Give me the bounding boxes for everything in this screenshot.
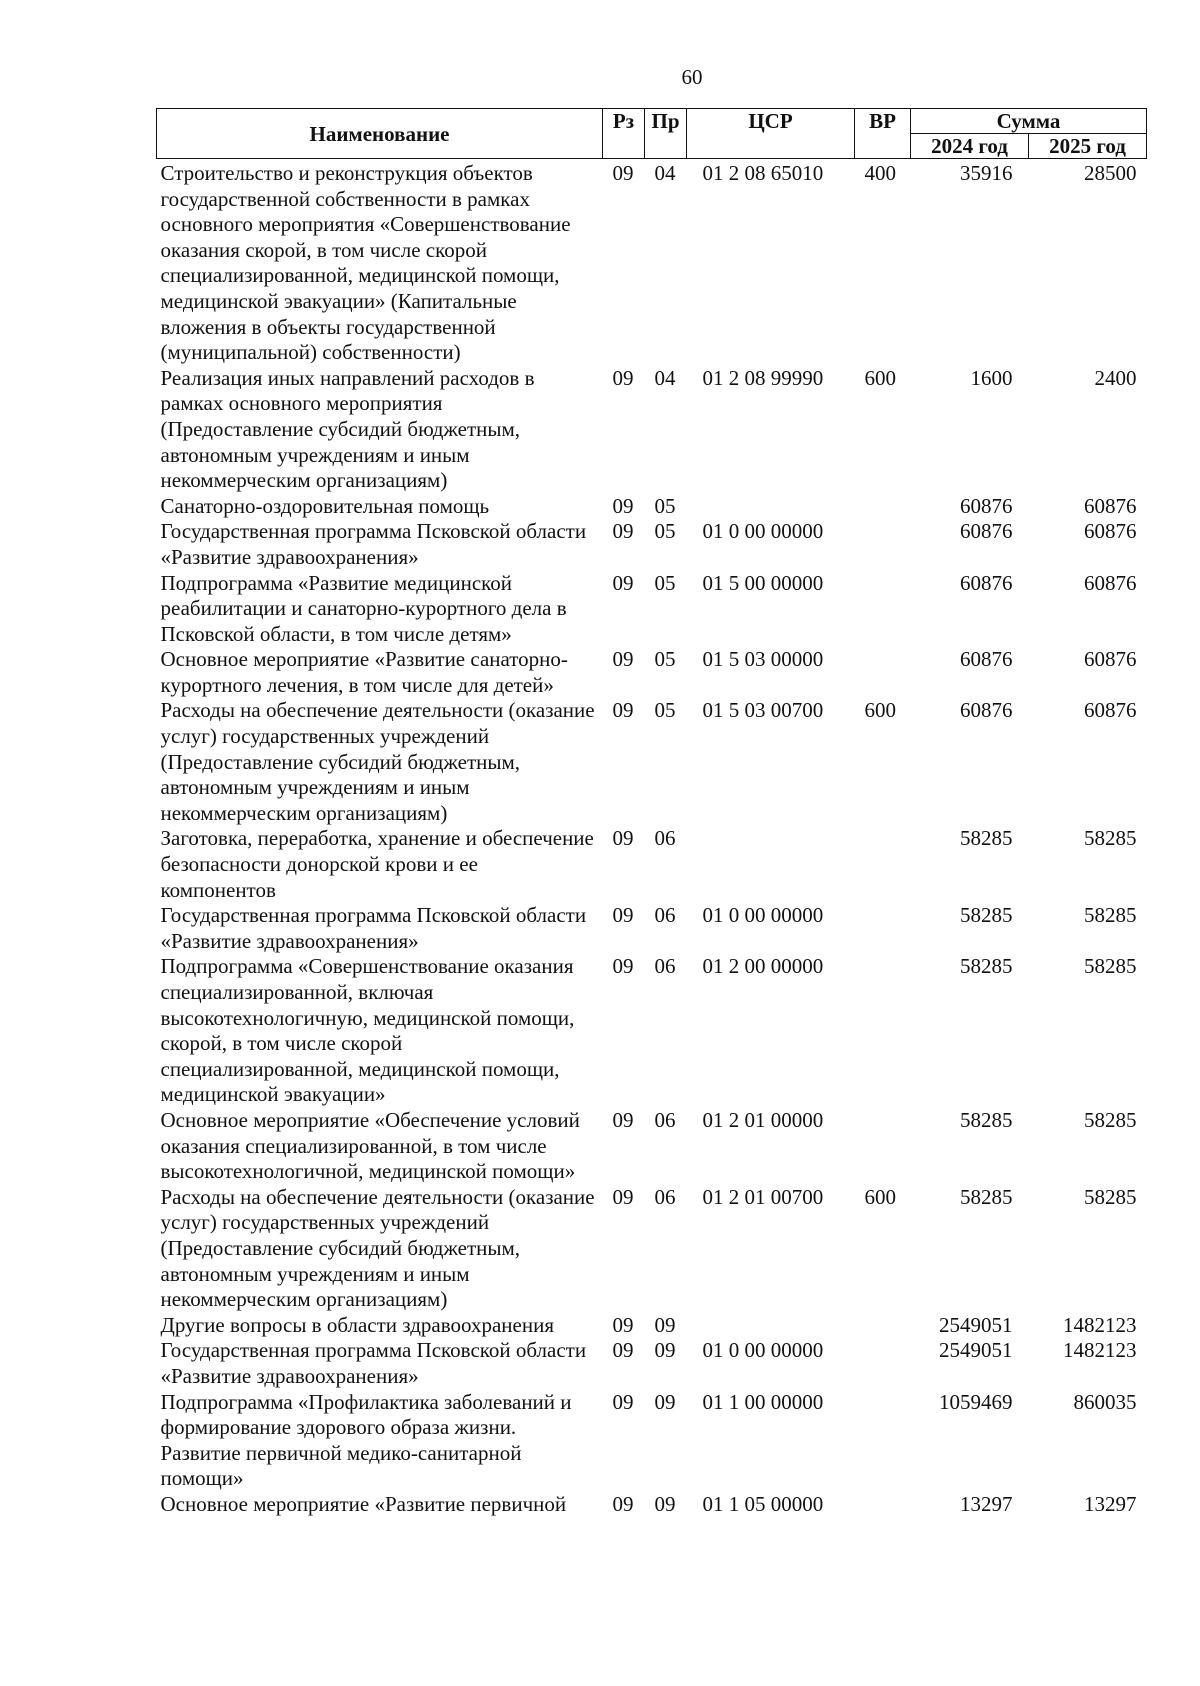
row-name: Основное мероприятие «Развитие санаторно-курортного лечения, в том числе для детей»: [160, 647, 568, 697]
row-name: Заготовка, переработка, хранение и обеспечение безопасности донорской крови и ее компонентов: [160, 826, 594, 902]
table-row: [157, 698, 1147, 826]
row-name: Подпрограмма «Профилактика заболеваний и формирование здорового образа жизни. Развитие первичной медико-санитарной помощи»: [160, 1389, 572, 1491]
row-vr: [855, 494, 911, 520]
row-csr: 01 2 08 99990: [702, 365, 824, 390]
table-row: [157, 1492, 1147, 1518]
budget-table: [156, 108, 1147, 1517]
row-csr: [687, 1313, 855, 1339]
row-pr: 04: [654, 365, 676, 390]
row-sum-2024: 2549051: [939, 1312, 1013, 1337]
row-sum-2025: 60876: [1084, 570, 1137, 595]
row-sum-2024: 60876: [960, 698, 1013, 723]
row-pr: 09: [654, 1312, 676, 1337]
row-vr: 600: [864, 365, 896, 390]
row-name: Основное мероприятие «Обеспечение условий оказания специализированной, в том числе высокотехнологичной, медицинской помощи»: [160, 1107, 580, 1184]
row-rz: 09: [612, 365, 634, 390]
row-pr: 06: [654, 1107, 676, 1132]
row-sum-2024: 58285: [960, 1184, 1013, 1209]
row-rz: 09: [612, 493, 634, 518]
row-sum-2024: 1600: [970, 365, 1013, 390]
row-vr: 600: [864, 698, 896, 723]
row-csr: 01 5 00 00000: [702, 570, 824, 595]
row-vr: [855, 571, 911, 648]
row-sum-2025: 58285: [1084, 1184, 1137, 1209]
header-sum: Сумма: [911, 109, 1147, 134]
row-sum-2025: 1482123: [1063, 1312, 1137, 1337]
table-row: [157, 647, 1147, 698]
row-vr: [855, 519, 911, 570]
header-rz: Рз: [603, 109, 645, 159]
header-csr: ЦСР: [687, 109, 855, 159]
row-vr: [855, 903, 911, 954]
row-sum-2024: 60876: [960, 493, 1013, 518]
row-csr: 01 2 00 00000: [702, 954, 824, 979]
row-csr: 01 2 01 00000: [702, 1107, 824, 1132]
row-rz: 09: [612, 519, 634, 544]
row-sum-2025: 58285: [1084, 1107, 1137, 1132]
row-sum-2024: 58285: [960, 903, 1013, 928]
row-csr: 01 0 00 00000: [702, 903, 824, 928]
row-pr: 09: [654, 1389, 676, 1414]
table-row: [157, 1185, 1147, 1313]
row-pr: 06: [654, 826, 676, 851]
row-csr: 01 5 03 00000: [702, 647, 824, 672]
row-name: Строительство и реконструкция объектов государственной собственности в рамках основного мероприятия «Совершенствование оказания скорой, в том числе скорой специализированной, медицинской помощи, медицинской эвакуации» (Капитальные вложения в объекты государственной (муниципальной) собственности): [160, 161, 571, 365]
row-sum-2025: 60876: [1084, 493, 1137, 518]
table-row: [157, 954, 1147, 1108]
table-row: [157, 366, 1147, 494]
row-csr: 01 2 08 65010: [702, 161, 824, 185]
row-sum-2025: 860035: [1073, 1389, 1137, 1414]
page-number: 60: [681, 65, 703, 89]
row-rz: 09: [612, 570, 634, 595]
row-sum-2024: 60876: [960, 570, 1013, 595]
row-rz: 09: [612, 1491, 634, 1516]
header-name: Наименование: [157, 109, 603, 159]
row-csr: [687, 494, 855, 520]
row-rz: 09: [612, 1184, 634, 1209]
row-rz: 09: [612, 954, 634, 979]
row-pr: 09: [654, 1491, 676, 1516]
row-rz: 09: [612, 698, 634, 723]
row-vr: 600: [864, 1184, 896, 1209]
row-rz: 09: [612, 161, 634, 185]
header-vr: ВР: [855, 109, 911, 159]
row-name: Основное мероприятие «Развитие первичной: [160, 1491, 567, 1516]
table-row: [157, 159, 1147, 366]
row-csr: 01 2 01 00700: [702, 1184, 824, 1209]
row-sum-2024: 13297: [960, 1491, 1013, 1516]
row-sum-2025: 60876: [1084, 519, 1137, 544]
header-year-2024: 2024 год: [911, 134, 1029, 159]
row-rz: 09: [612, 647, 634, 672]
row-pr: 05: [654, 647, 676, 672]
row-rz: 09: [612, 903, 634, 928]
row-sum-2025: 1482123: [1063, 1338, 1137, 1363]
row-sum-2024: 1059469: [939, 1389, 1013, 1414]
row-sum-2024: 2549051: [939, 1338, 1013, 1363]
row-name: Другие вопросы в области здравоохранения: [160, 1312, 554, 1337]
header-year-2025: 2025 год: [1029, 134, 1147, 159]
row-pr: 05: [654, 519, 676, 544]
row-vr: [855, 647, 911, 698]
row-sum-2024: 58285: [960, 826, 1013, 851]
row-rz: 09: [612, 1107, 634, 1132]
row-rz: 09: [612, 826, 634, 851]
row-csr: 01 5 03 00700: [702, 698, 824, 723]
row-pr: 06: [654, 954, 676, 979]
row-name: Расходы на обеспечение деятельности (оказание услуг) государственных учреждений (Предоставление субсидий бюджетным, автономным учреждениям и иным некоммерческим организациям): [160, 1184, 595, 1312]
row-rz: 09: [612, 1389, 634, 1414]
row-rz: 09: [612, 1312, 634, 1337]
row-sum-2024: 58285: [960, 954, 1013, 979]
row-vr: [855, 954, 911, 1108]
row-vr: [855, 1313, 911, 1339]
header-pr: Пр: [645, 109, 687, 159]
row-pr: 05: [654, 698, 676, 723]
row-pr: 09: [654, 1338, 676, 1363]
row-csr: 01 1 00 00000: [702, 1389, 824, 1414]
row-name: Подпрограмма «Совершенствование оказания специализированной, включая высокотехнологичную, медицинской помощи, скорой, в том числе скорой специализированной, медицинской помощи, медицинской эвакуации»: [160, 954, 575, 1107]
row-vr: [855, 1390, 911, 1492]
row-csr: 01 0 00 00000: [702, 519, 824, 544]
row-sum-2025: 58285: [1084, 954, 1137, 979]
row-rz: 09: [612, 1338, 634, 1363]
table-header: [157, 109, 1147, 159]
row-pr: 05: [654, 570, 676, 595]
table-row: [157, 1390, 1147, 1492]
row-sum-2024: 60876: [960, 519, 1013, 544]
row-pr: 06: [654, 1184, 676, 1209]
row-sum-2025: 28500: [1084, 161, 1137, 185]
row-sum-2024: 58285: [960, 1107, 1013, 1132]
row-sum-2025: 58285: [1084, 903, 1137, 928]
row-sum-2024: 35916: [960, 161, 1013, 185]
row-vr: [855, 826, 911, 903]
table-row: [157, 571, 1147, 648]
table-row: [157, 1313, 1147, 1339]
row-sum-2025: 58285: [1084, 826, 1137, 851]
table-row: [157, 826, 1147, 903]
row-sum-2025: 60876: [1084, 647, 1137, 672]
row-vr: [855, 1108, 911, 1185]
row-sum-2025: 60876: [1084, 698, 1137, 723]
row-sum-2025: 13297: [1084, 1491, 1137, 1516]
row-name: Санаторно-оздоровительная помощь: [160, 493, 490, 518]
row-vr: [855, 1492, 911, 1518]
row-csr: 01 1 05 00000: [702, 1491, 824, 1516]
row-csr: [687, 826, 855, 903]
table-body: [157, 159, 1147, 1518]
table-row: [157, 1108, 1147, 1185]
row-name: Подпрограмма «Развитие медицинской реабилитации и санаторно-курортного дела в Псковской области, в том числе детям»: [160, 570, 567, 646]
row-pr: 05: [654, 493, 676, 518]
row-name: Государственная программа Псковской области «Развитие здравоохранения»: [160, 903, 587, 953]
row-name: Государственная программа Псковской области «Развитие здравоохранения»: [160, 519, 587, 569]
row-name: Расходы на обеспечение деятельности (оказание услуг) государственных учреждений (Предоставление субсидий бюджетным, автономным учреждениям и иным некоммерческим организациям): [160, 698, 595, 825]
row-vr: [855, 1338, 911, 1389]
row-sum-2024: 60876: [960, 647, 1013, 672]
table-row: [157, 1338, 1147, 1389]
row-vr: 400: [864, 161, 896, 185]
table-row: [157, 494, 1147, 520]
row-name: Реализация иных направлений расходов в рамках основного мероприятия (Предоставление субсидий бюджетным, автономным учреждениям и иным некоммерческим организациям): [160, 365, 535, 493]
row-name: Государственная программа Псковской области «Развитие здравоохранения»: [160, 1338, 587, 1388]
table-row: [157, 903, 1147, 954]
row-sum-2025: 2400: [1094, 365, 1137, 390]
table-row: [157, 519, 1147, 570]
row-pr: 04: [654, 161, 676, 185]
row-csr: 01 0 00 00000: [702, 1338, 824, 1363]
row-pr: 06: [654, 903, 676, 928]
